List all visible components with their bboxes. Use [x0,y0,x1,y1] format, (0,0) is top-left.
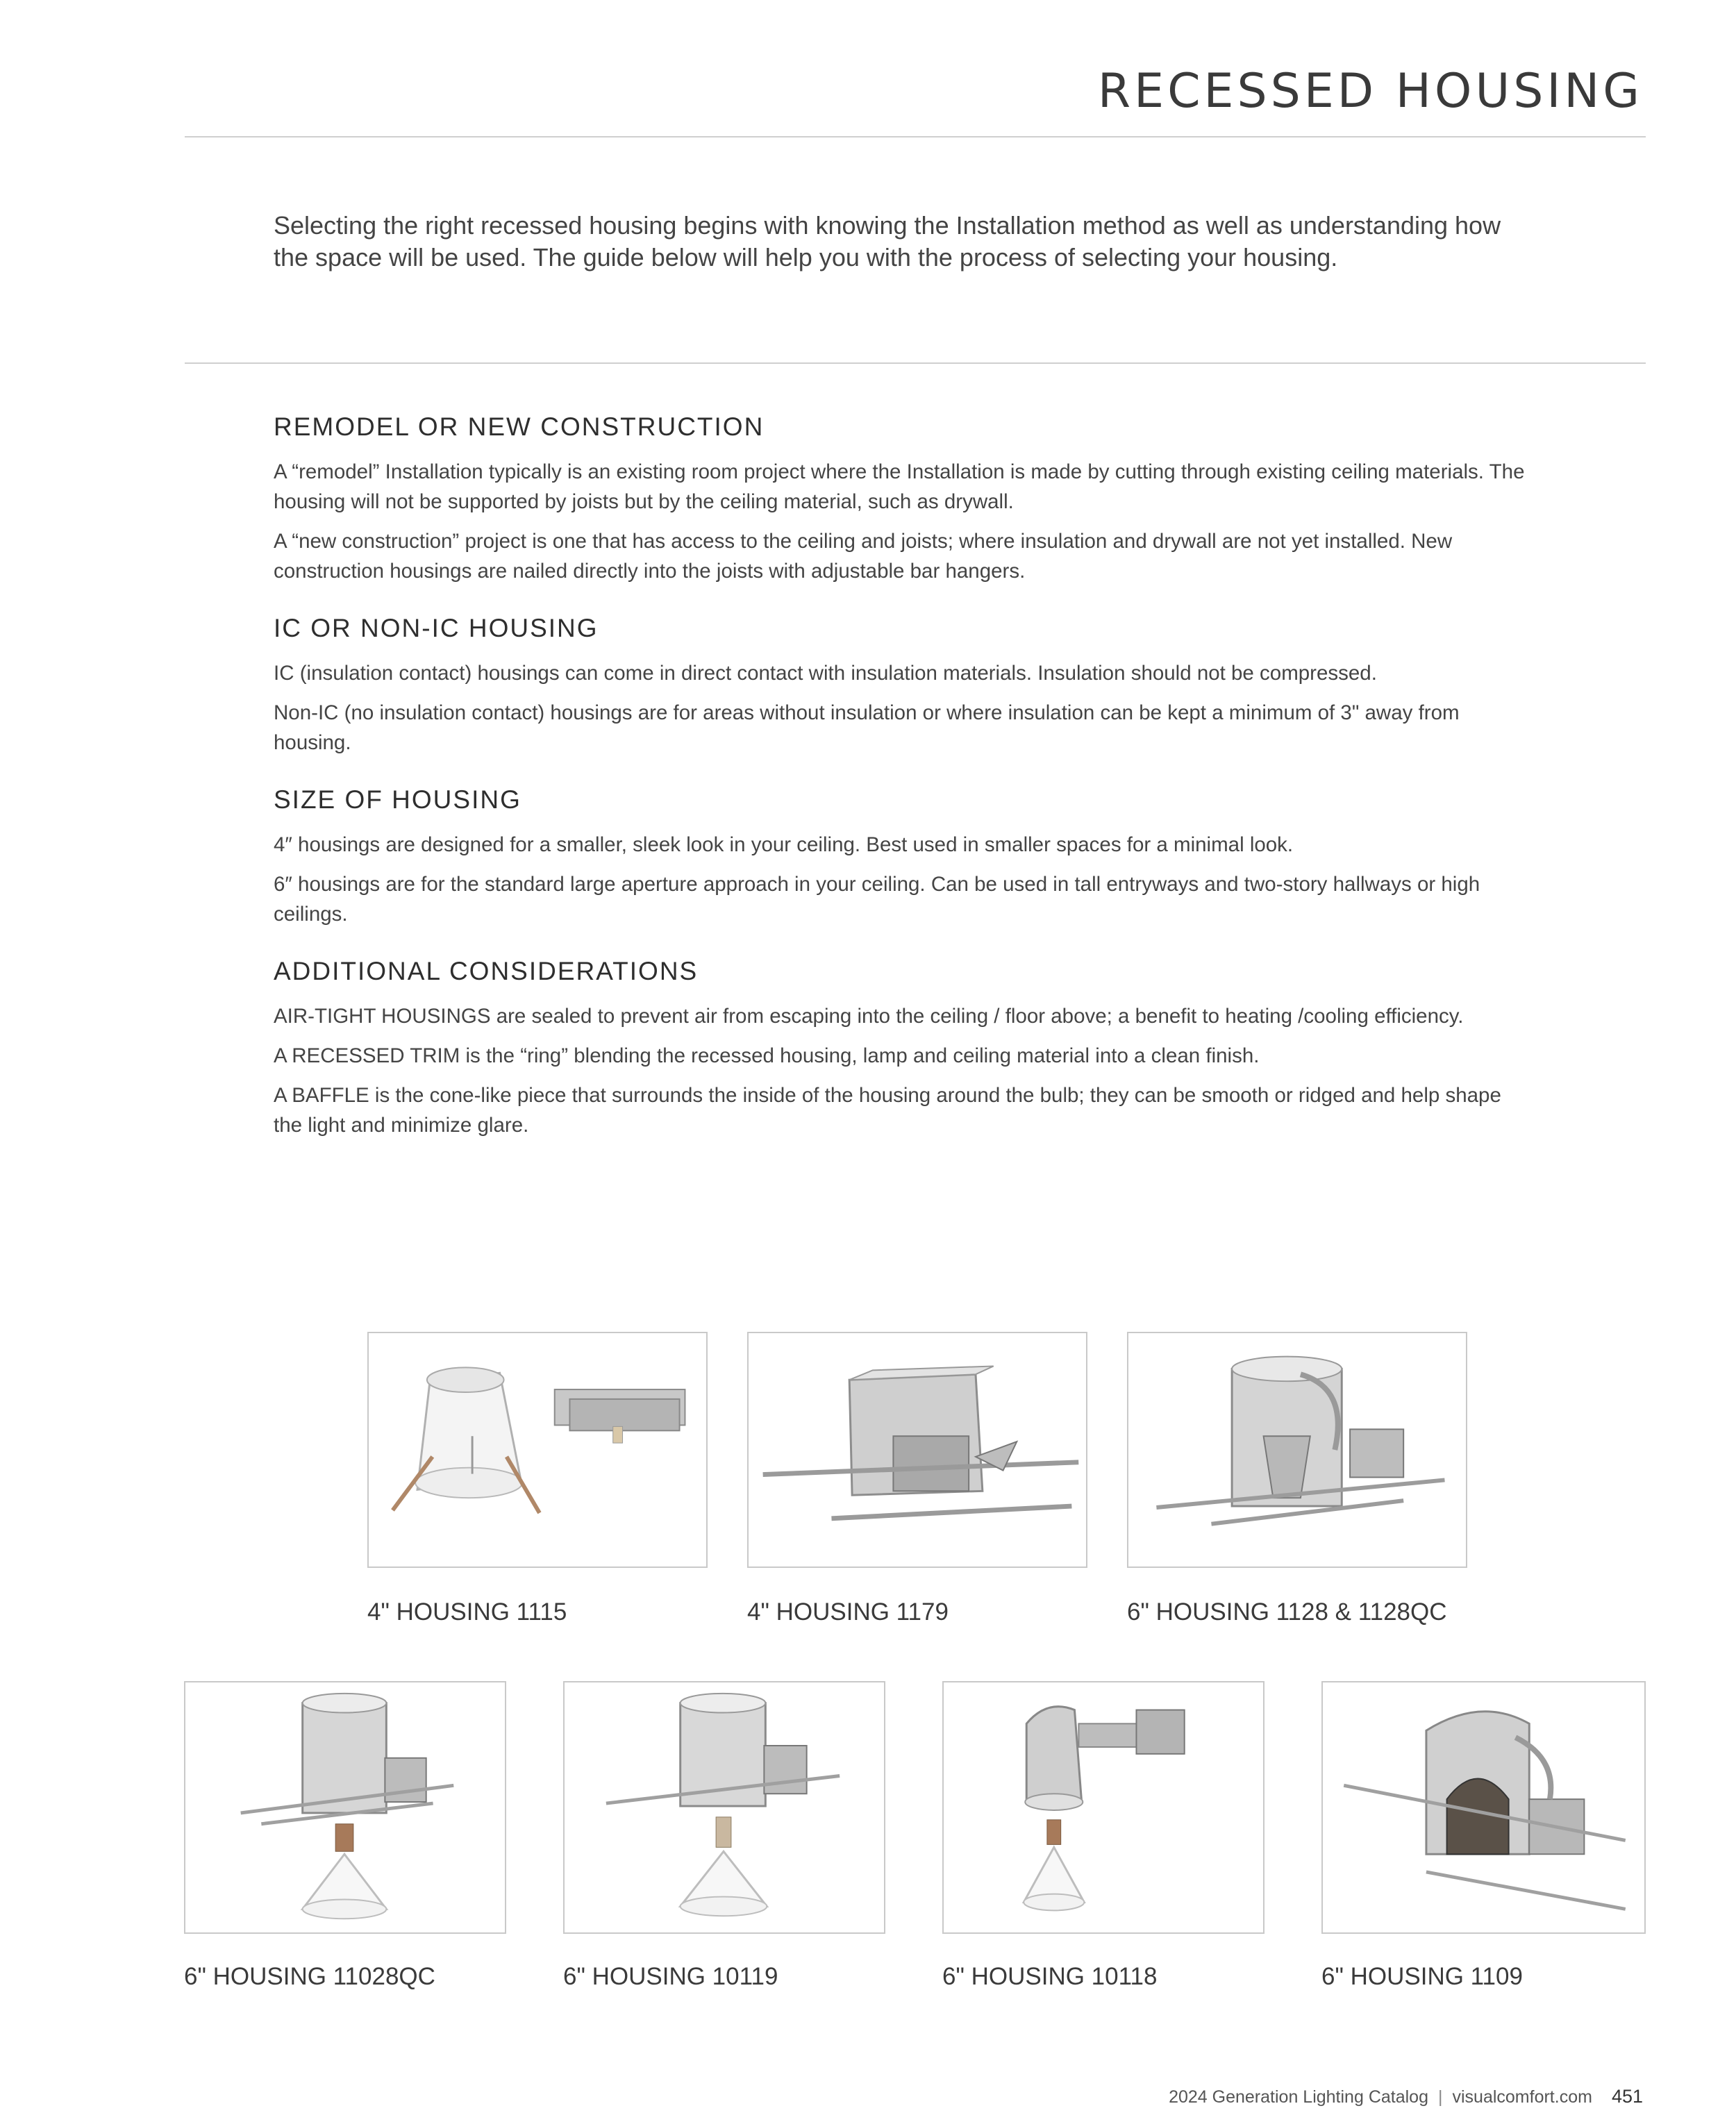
product-image-10118 [942,1681,1265,1934]
section-paragraph: A BAFFLE is the cone-like piece that surrounds the inside of the housing around the bulb; they can be smooth or ridged and help shape the light and minimize glare. [274,1084,1501,1137]
page-footer [1169,2086,1643,2107]
product-image-10119 [563,1681,885,1934]
header-divider [185,136,1646,137]
footer-catalog: 2024 Generation Lighting Catalog [1169,2087,1428,2107]
section-additional-considerations [274,957,1530,1140]
housing-1128-illustration [1128,1333,1466,1567]
intro-divider [185,362,1646,364]
section-paragraph: A “new construction” project is one that has access to the ceiling and joists; where insulation and drywall are not yet installed. New construction housings are nailed directly into the joists with adjustable bar hangers. [274,530,1453,583]
product-caption: 6" HOUSING 10118 [942,1963,1158,1990]
section-heading: SIZE OF HOUSING [274,785,521,814]
section-heading: REMODEL OR NEW CONSTRUCTION [274,412,765,441]
product-image-1128 [1127,1332,1467,1568]
product-caption: 6" HOUSING 10119 [563,1963,778,1990]
section-paragraph: IC (insulation contact) housings can come in direct contact with insulation materials. Insulation should not be compressed. [274,662,1377,685]
page-number: 451 [1611,2086,1643,2107]
product-caption: 6" HOUSING 1128 & 1128QC [1127,1598,1447,1626]
intro-paragraph: Selecting the right recessed housing begins with knowing the Installation method as well as understanding how the space will be used. The guide below will help you with the process of selecting your housing. [274,211,1501,271]
section-ic-or-non-ic [274,614,1530,758]
housing-1115-illustration [369,1333,706,1567]
product-caption: 4" HOUSING 1179 [747,1598,949,1626]
product-image-1109 [1321,1681,1646,1934]
section-heading: IC OR NON-IC HOUSING [274,614,599,642]
footer-website-link[interactable]: visualcomfort.com [1452,2087,1592,2107]
section-paragraph: 6″ housings are for the standard large aperture approach in your ceiling. Can be used in tall entryways and two-story hallways or high ceilings. [274,873,1480,926]
section-paragraph: A “remodel” Installation typically is an existing room project where the Installation is made by cutting through existing ceiling materials. The housing will not be supported by joists but by the ceiling material, such as drywall. [274,460,1525,513]
section-size-of-housing [274,785,1530,929]
section-paragraph: 4″ housings are designed for a smaller, sleek look in your ceiling. Best used in smaller spaces for a minimal look. [274,833,1294,856]
housing-1179-illustration [749,1333,1086,1567]
product-caption: 4" HOUSING 1115 [367,1598,567,1626]
section-remodel-or-new-construction [274,412,1530,586]
product-image-1115 [367,1332,708,1568]
housing-10119-illustration [565,1682,884,1932]
housing-11028qc-illustration [185,1682,505,1932]
intro-text [274,210,1524,274]
footer-separator: | [1437,2087,1443,2107]
page-title: RECESSED HOUSING [1097,64,1643,119]
product-image-11028qc [184,1681,506,1934]
housing-1109-illustration [1323,1682,1644,1932]
guide-sections [274,412,1530,1168]
housing-10118-illustration [944,1682,1263,1932]
section-heading: ADDITIONAL CONSIDERATIONS [274,957,699,985]
section-paragraph: A RECESSED TRIM is the “ring” blending the recessed housing, lamp and ceiling material into a clean finish. [274,1044,1260,1067]
product-image-1179 [747,1332,1087,1568]
section-paragraph: AIR-TIGHT HOUSINGS are sealed to prevent air from escaping into the ceiling / floor above; a benefit to heating /cooling efficiency. [274,1005,1464,1028]
product-caption: 6" HOUSING 11028QC [184,1963,435,1990]
product-caption: 6" HOUSING 1109 [1321,1963,1523,1990]
section-paragraph: Non-IC (no insulation contact) housings are for areas without insulation or where insulation can be kept a minimum of 3" away from housing. [274,701,1460,754]
